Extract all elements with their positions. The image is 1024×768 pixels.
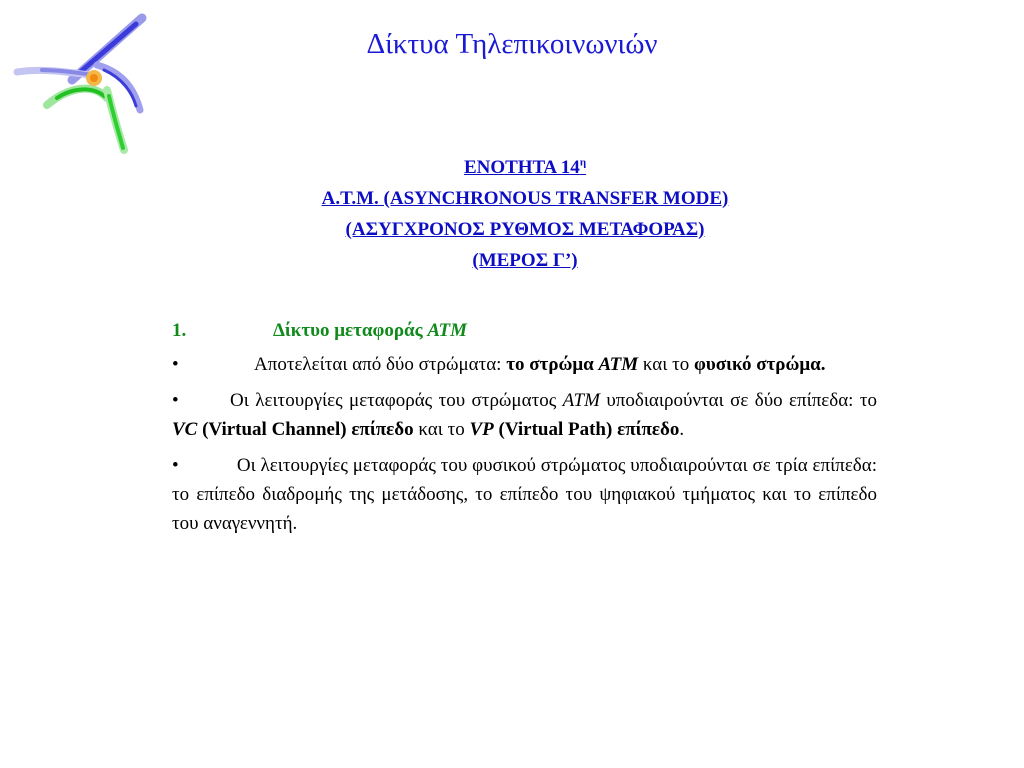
bullet-icon: • [172,354,179,375]
bullet-paragraph-2: • Οι λειτουργίες μεταφοράς του στρώματος ΑΤΜ υποδιαιρούνται σε δύο επίπεδα: το VC (Virtual Channel) επίπεδο και το VP (Virtual Path) επίπεδο. [172,386,877,444]
bullet-icon: • [172,455,179,476]
heading-atm-greek: (ΑΣΥΓΧΡΟΝΟΣ ΡΥΘΜΟΣ ΜΕΤΑΦΟΡΑΣ) [345,219,705,240]
bullet-paragraph-1: • Αποτελείται από δύο στρώματα: το στρώμα ΑΤΜ και το φυσικό στρώμα. [172,350,877,379]
bullet-icon: • [172,390,179,411]
subsection-heading [172,316,877,345]
heading-unit-number: ΕΝΟΤΗΤΑ $14^\eta$ [463,156,587,178]
subsection-number: 1. [172,320,187,341]
subsection-title-atm: ΑΤΜ [427,320,467,341]
bullet-paragraph-3: • Οι λειτουργίες μεταφοράς του φυσικού στρώματος υποδιαιρούνται σε τρία επίπεδα: το επίπεδο διαδρομής της μετάδοσης, το επίπεδο του ψηφιακού τμήματος και το επίπεδο του αναγεννητή. [172,451,877,538]
heading-part: (ΜΕΡΟΣ Γ’) [472,250,578,271]
slide-title: Δίκτυα Τηλεπικοινωνιών [366,28,658,60]
heading-atm-english: A.T.M. (ASYNCHRONOUS TRANSFER MODE) [321,188,729,209]
section-heading-block [0,152,1024,276]
subsection-title: Δίκτυο μεταφοράς [273,320,428,341]
slide-content [172,316,877,545]
